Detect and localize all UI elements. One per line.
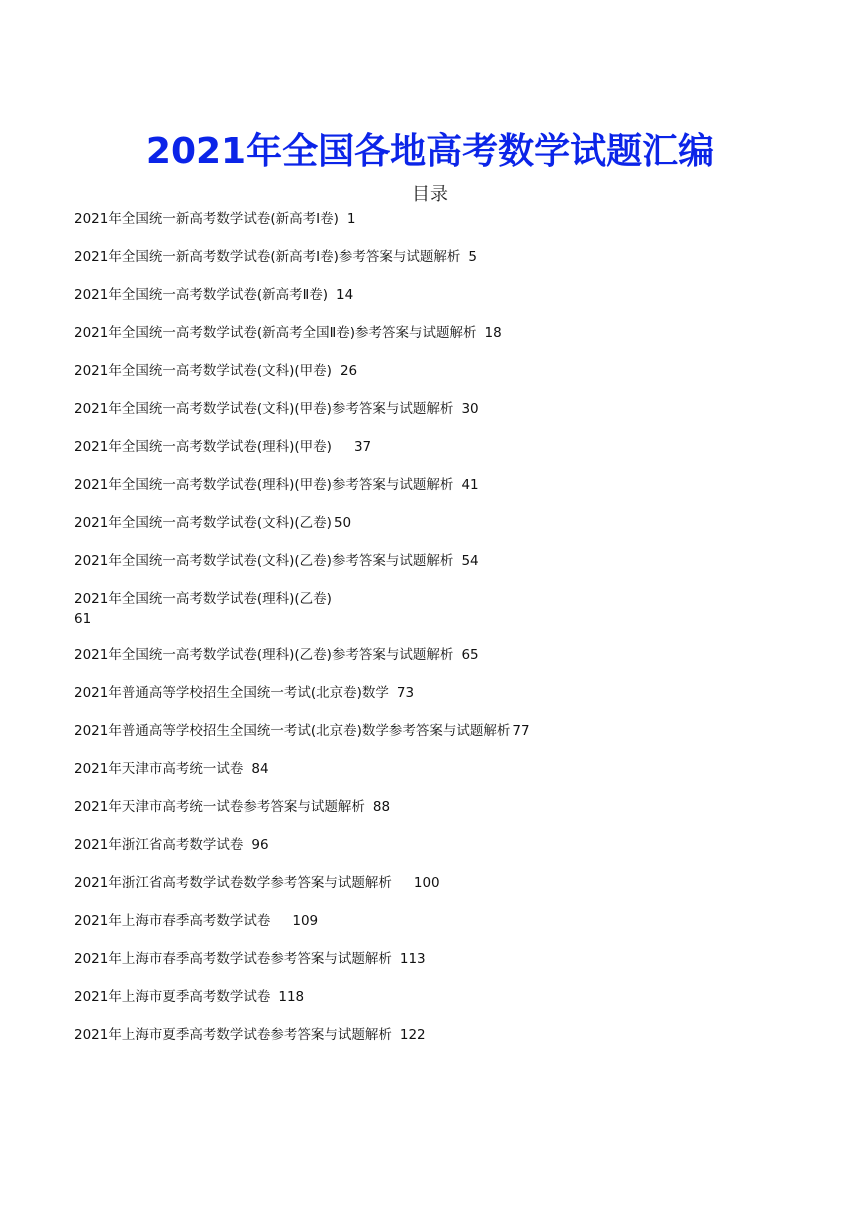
toc-entry-title: 2021年全国统一高考数学试卷(文科)(乙卷)参考答案与试题解析 [74, 553, 454, 569]
toc-entry-title: 2021年全国统一高考数学试卷(理科)(甲卷)参考答案与试题解析 [74, 477, 454, 493]
toc-entry-page: 5 [468, 249, 477, 265]
toc-entry-title: 2021年全国统一高考数学试卷(理科)(甲卷) [74, 439, 332, 455]
toc-entry-title: 2021年全国统一高考数学试卷(新高考Ⅱ卷) [74, 287, 329, 303]
toc-entry-page: 100 [413, 875, 440, 891]
toc-entry-page: 26 [339, 363, 358, 379]
toc-entry-page: 61 [74, 611, 92, 627]
toc-entry-title: 2021年上海市春季高考数学试卷 [74, 913, 271, 929]
toc-entry-page: 77 [512, 723, 530, 739]
toc-entry-title: 2021年全国统一高考数学试卷(文科)(甲卷) [74, 363, 332, 379]
toc-entry[interactable] [74, 760, 794, 778]
toc-entry[interactable] [74, 286, 794, 304]
toc-entry-page: 88 [372, 799, 391, 815]
toc-entry[interactable] [74, 950, 794, 968]
toc-entry-page: 84 [251, 761, 269, 777]
toc-entry-title: 2021年全国统一高考数学试卷(文科)(乙卷) [74, 515, 332, 531]
toc-entry-title: 2021年浙江省高考数学试卷数学参考答案与试题解析 [74, 875, 392, 891]
toc-entry-title: 2021年全国统一高考数学试卷(理科)(乙卷) [74, 591, 332, 607]
toc-entry-page: 96 [251, 837, 269, 853]
toc-entry-page: 18 [484, 325, 502, 341]
toc-entry-page: 41 [461, 477, 479, 493]
toc-entry[interactable] [74, 988, 794, 1006]
toc-entry-page: 54 [461, 553, 479, 569]
toc-entry-title: 2021年普通高等学校招生全国统一考试(北京卷)数学 [74, 685, 389, 701]
toc-entry-title: 2021年全国统一高考数学试卷(文科)(甲卷)参考答案与试题解析 [74, 401, 454, 417]
toc-entry-page: 118 [278, 989, 305, 1005]
toc-entry-page: 50 [333, 515, 352, 531]
toc-entry[interactable] [74, 362, 794, 380]
table-of-contents [74, 210, 794, 1064]
toc-entry[interactable] [74, 722, 794, 740]
toc-entry[interactable] [74, 912, 794, 930]
toc-entry-title: 2021年上海市夏季高考数学试卷 [74, 989, 271, 1005]
document-title: 2021年全国各地高考数学试题汇编 [145, 131, 715, 172]
toc-entry[interactable] [74, 874, 794, 892]
toc-entry[interactable] [74, 798, 794, 816]
toc-entry[interactable] [74, 476, 794, 494]
toc-entry[interactable] [74, 514, 794, 532]
toc-entry[interactable] [74, 400, 794, 418]
toc-entry[interactable] [74, 248, 794, 266]
toc-entry-title: 2021年天津市高考统一试卷 [74, 761, 244, 777]
toc-entry[interactable] [74, 836, 794, 854]
toc-entry-page: 30 [461, 401, 479, 417]
toc-entry-title: 2021年全国统一高考数学试卷(新高考全国Ⅱ卷)参考答案与试题解析 [74, 325, 477, 341]
toc-entry-title: 2021年普通高等学校招生全国统一考试(北京卷)数学参考答案与试题解析 [74, 723, 511, 739]
toc-entry-title: 2021年天津市高考统一试卷参考答案与试题解析 [74, 799, 365, 815]
toc-entry-page: 109 [292, 913, 319, 929]
toc-entry[interactable] [74, 438, 794, 456]
toc-entry-page: 122 [399, 1027, 426, 1043]
toc-entry[interactable] [74, 210, 794, 228]
toc-entry-title: 2021年上海市夏季高考数学试卷参考答案与试题解析 [74, 1027, 392, 1043]
toc-entry[interactable] [74, 590, 794, 628]
toc-entry-title: 2021年全国统一新高考数学试卷(新高考Ⅰ卷) [74, 211, 339, 227]
toc-entry[interactable] [74, 552, 794, 570]
toc-entry-title: 2021年浙江省高考数学试卷 [74, 837, 244, 853]
toc-entry[interactable] [74, 324, 794, 342]
toc-heading: 目录 [412, 184, 448, 205]
toc-entry-page: 37 [353, 439, 372, 455]
toc-entry-page: 1 [346, 211, 356, 227]
toc-entry-title: 2021年上海市春季高考数学试卷参考答案与试题解析 [74, 951, 392, 967]
toc-entry-page: 73 [396, 685, 415, 701]
toc-entry-title: 2021年全国统一高考数学试卷(理科)(乙卷)参考答案与试题解析 [74, 647, 454, 663]
toc-entry[interactable] [74, 1026, 794, 1044]
toc-entry-page: 65 [461, 647, 479, 663]
toc-entry-page: 14 [336, 287, 354, 303]
toc-entry-title: 2021年全国统一新高考数学试卷(新高考Ⅰ卷)参考答案与试题解析 [74, 249, 461, 265]
toc-entry[interactable] [74, 646, 794, 664]
toc-entry[interactable] [74, 684, 794, 702]
toc-entry-page: 113 [399, 951, 426, 967]
